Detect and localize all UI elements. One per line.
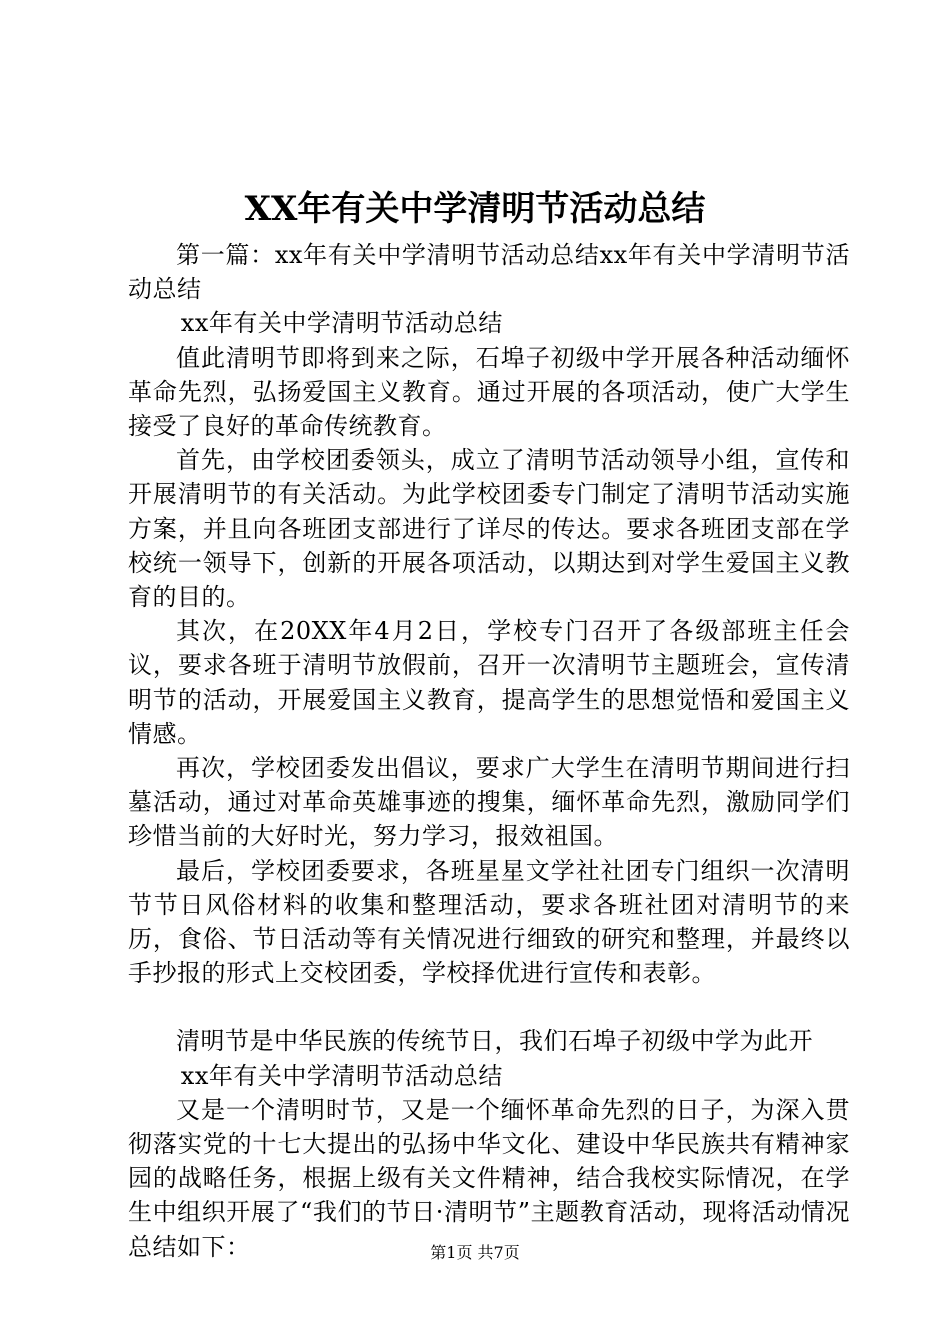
paragraph-subtitle-2: xx年有关中学清明节活动总结	[180, 1061, 503, 1090]
document-body	[128, 238, 850, 1264]
paragraph-closing: 清明节是中华民族的传统节日，我们石埠子初级中学为此开	[176, 1027, 813, 1056]
paragraph-first: 首先，由学校团委领头，成立了清明节活动领导小组，宣传和开展清明节的有关活动。为此学校团委专门制定了清明节活动实施方案，并且向各班团支部进行了详尽的传达。要求各班团支部在学校统一领导下，创新的开展各项活动，以期达到对学生爱国主义教育的目的。	[128, 446, 850, 612]
paragraph-second: 其次，在20XX年4月2日，学校专门召开了各级部班主任会议，要求各班于清明节放假前，召开一次清明节主题班会，宣传清明节的活动，开展爱国主义教育，提高学生的思想觉悟和爱国主义情感。	[128, 617, 850, 748]
paragraph-subtitle: xx年有关中学清明节活动总结	[180, 309, 503, 338]
paragraph-second-section: 又是一个清明时节，又是一个缅怀革命先烈的日子，为深入贯彻落实党的十七大提出的弘扬中华文化、建设中华民族共有精神家园的战略任务，根据上级有关文件精神，结合我校实际情况，在学生中组织开展了“我们的节日·清明节”主题教育活动，现将活动情况总结如下：	[128, 1095, 850, 1261]
paragraph-third: 再次，学校团委发出倡议，要求广大学生在清明节期间进行扫墓活动，通过对革命英雄事迹的搜集，缅怀革命先烈，激励同学们珍惜当前的大好时光，努力学习，报效祖国。	[128, 754, 850, 851]
page-footer: 第1页 共7页	[430, 1243, 520, 1262]
paragraph-intro: 值此清明节即将到来之际，石埠子初级中学开展各种活动缅怀革命先烈，弘扬爱国主义教育。通过开展的各项活动，使广大学生接受了良好的革命传统教育。	[128, 343, 850, 441]
document-title: XX年有关中学清明节活动总结	[244, 189, 706, 229]
paragraph-first-heading: 第一篇：xx年有关中学清明节活动总结xx年有关中学清明节活动总结	[128, 241, 850, 304]
paragraph-last: 最后，学校团委要求，各班星星文学社社团专门组织一次清明节节日风俗材料的收集和整理活动，要求各班社团对清明节的来历，食俗、节日活动等有关情况进行细致的研究和整理，并最终以手抄报的形式上交校团委，学校择优进行宣传和表彰。	[128, 856, 850, 988]
